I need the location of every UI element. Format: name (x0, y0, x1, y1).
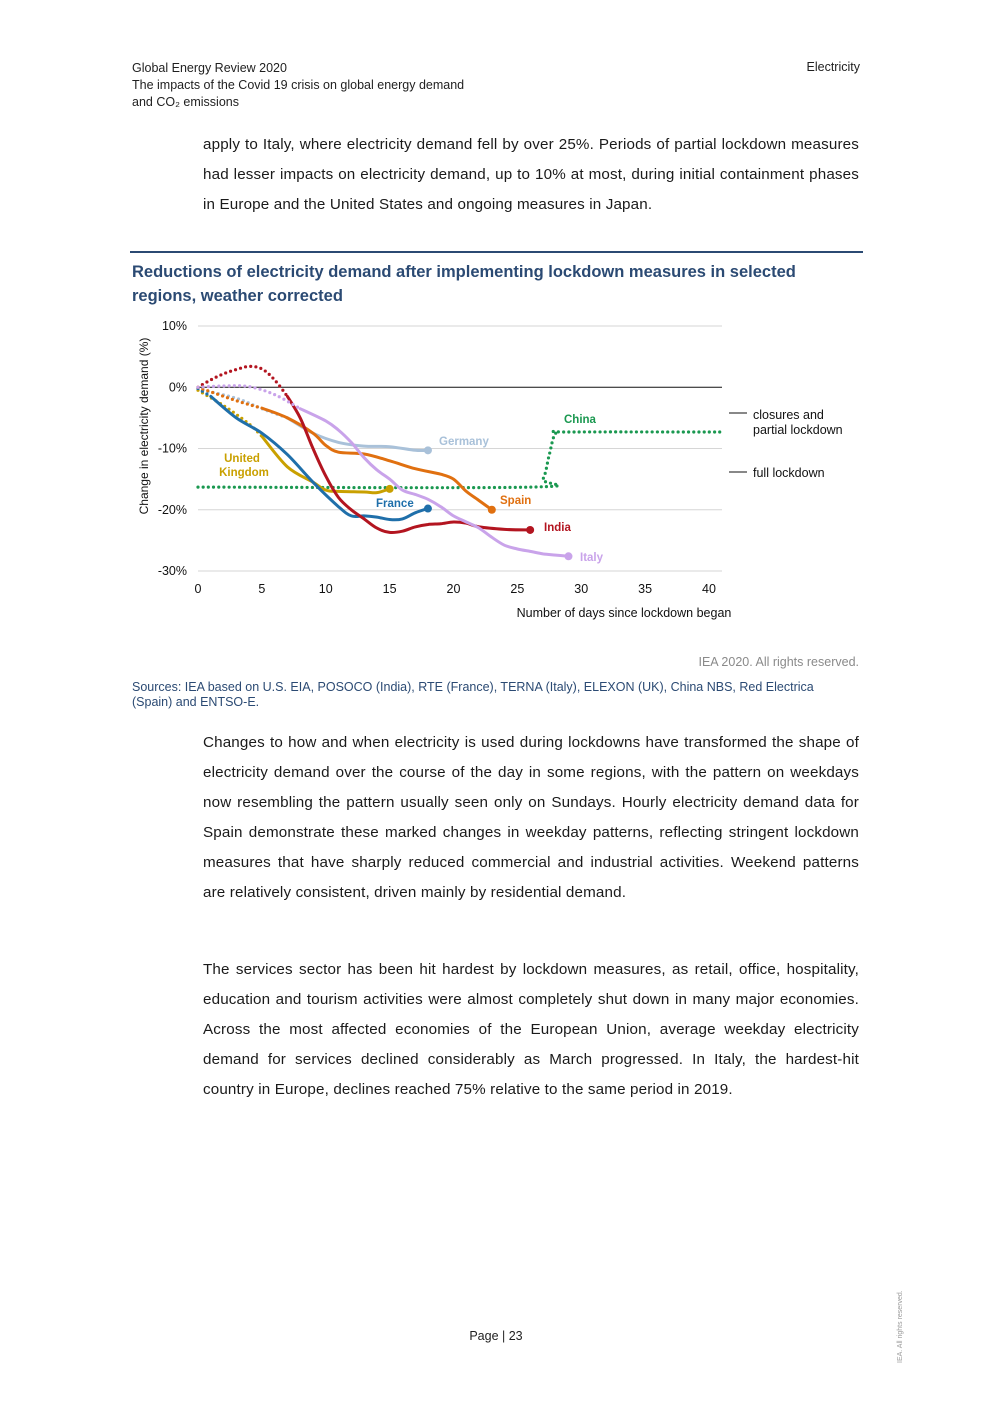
series-label-united-kingdom: United (224, 453, 260, 465)
x-tick-label: 20 (446, 582, 461, 596)
series-india-endpoint (526, 526, 534, 534)
series-germany-endpoint (424, 446, 432, 454)
legend (729, 408, 843, 480)
legend-label-partial-line2: partial lockdown (753, 423, 843, 437)
series-spain-partial (198, 387, 262, 408)
x-tick-label: 30 (574, 582, 589, 596)
chart-title: Reductions of electricity demand after implementing lockdown measures in selected regions, weather corrected (132, 263, 796, 305)
intro-paragraph: apply to Italy, where electricity demand fell by over 25%. Periods of partial lockdown measures had lesser impacts on electricity demand, up to 10% at most, during initial containment phases in Europe and the United States and ongoing measures in Japan. (203, 136, 859, 213)
y-tick-label: 10% (161, 319, 187, 333)
x-tick-label: 35 (638, 582, 653, 596)
series-label-united-kingdom: Kingdom (219, 467, 269, 479)
series-italy-full (300, 409, 568, 557)
x-tick-label: 10 (318, 582, 333, 596)
y-tick-labels (158, 319, 187, 578)
page-number: Page | 23 (469, 1329, 523, 1343)
series-label-china: China (564, 414, 596, 426)
series-label-india: India (544, 522, 571, 534)
chart (0, 0, 992, 650)
side-rights-note: IEA. All rights reserved. (897, 1290, 904, 1363)
section-name: Electricity (806, 60, 860, 74)
report-title: Global Energy Review 2020 (132, 61, 287, 75)
y-axis-label: Change in electricity demand (%) (137, 337, 151, 515)
chart-series (198, 366, 722, 560)
report-subtitle-line1: The impacts of the Covid 19 crisis on global energy demand (132, 78, 465, 92)
series-france-endpoint (424, 505, 432, 513)
body-paragraph-2: Changes to how and when electricity is used during lockdowns have transformed the shape of electricity demand over the course of the day in some regions, with the pattern on weekdays now resembling the pattern usually seen only on Sundays. Hourly electricity demand data for Spain demonstrate these marked changes in weekday patterns, reflecting stringent lockdown measures that have sharply reduced commercial and industrial activities. Weekend patterns are relatively consistent, driven mainly by residential demand. (203, 734, 859, 901)
copyright-note: IEA 2020. All rights reserved. (698, 655, 859, 669)
y-tick-label: -10% (157, 441, 187, 456)
y-tick-label: -20% (157, 502, 187, 517)
x-tick-label: 0 (194, 582, 202, 596)
x-tick-label: 25 (510, 582, 525, 596)
report-subtitle-line2: and CO₂ emissions (132, 95, 239, 109)
series-united-kingdom-endpoint (386, 485, 394, 493)
y-tick-label: -30% (157, 564, 187, 578)
series-italy-endpoint (564, 552, 572, 560)
x-tick-labels (195, 582, 716, 596)
legend-label-partial-line1: closures and (753, 408, 824, 422)
series-spain-endpoint (488, 506, 496, 514)
chart-sources: Sources: IEA based on U.S. EIA, POSOCO (India), RTE (France), TERNA (Italy), ELEXON (UK), China NBS, Red Electrica (Spain) and ENTSO-E. (132, 680, 814, 709)
x-tick-label: 40 (702, 582, 716, 596)
chart-grid (198, 326, 722, 571)
y-tick-label: 0% (168, 380, 187, 395)
series-spain-full (262, 408, 492, 510)
x-tick-label: 5 (258, 582, 266, 596)
series-label-spain: Spain (500, 495, 532, 507)
x-axis-label: Number of days since lockdown began (516, 606, 732, 620)
x-tick-label: 15 (382, 582, 397, 596)
legend-label-full: full lockdown (753, 466, 825, 480)
body-paragraph-3: The services sector has been hit hardest by lockdown measures, as retail, office, hospitality, education and tourism activities were almost completely shut down in many major economies. Across the most affected economies of the European Union, average weekday electricity demand for services declined considerably as March progressed. In Italy, the hardest-hit country in Europe, declines reached 75% relative to the same period in 2019. (203, 961, 859, 1098)
series-label-france: France (376, 498, 414, 510)
series-label-germany: Germany (439, 436, 489, 448)
series-label-italy: Italy (580, 552, 604, 564)
